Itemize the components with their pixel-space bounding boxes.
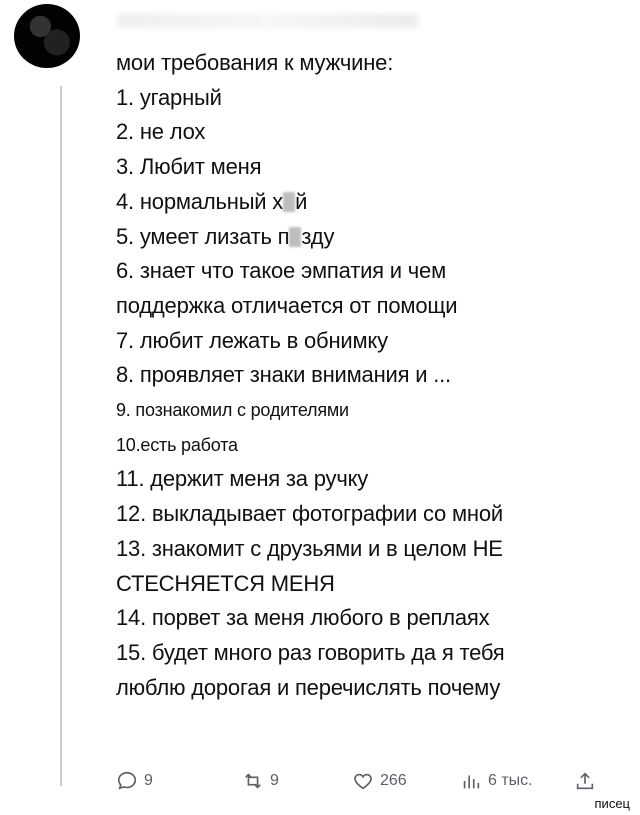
censor-mark (289, 227, 301, 247)
list-item: 13. знакомит с друзьями и в целом НЕ (116, 535, 503, 561)
list-item: СТЕСНЯЕТСЯ МЕНЯ (116, 570, 335, 596)
list-item: 12. выкладывает фотографии со мной (116, 501, 503, 527)
list-item: 7. любит лежать в обнимку (116, 327, 388, 353)
action-bar (116, 766, 616, 800)
list-item: 1. угарный (116, 84, 222, 110)
views-count: 6 тыс. (488, 772, 533, 789)
list-item: 15. будет много раз говорить да я тебя (116, 639, 505, 665)
author-name-blurred (118, 14, 418, 28)
thread-line (60, 86, 62, 786)
watermark: писец (594, 796, 630, 811)
post-text (116, 46, 616, 705)
like-count: 266 (380, 772, 407, 789)
list-item: 3. Любит меня (116, 154, 262, 180)
repost-count: 9 (270, 772, 279, 789)
like-button[interactable] (352, 770, 407, 792)
views-button[interactable] (460, 770, 533, 792)
share-icon (574, 770, 596, 792)
list-item: 11. держит меня за ручку (116, 466, 369, 492)
list-item: 5. умеет лизать п зду (116, 223, 335, 249)
list-item: 6. знает что такое эмпатия и чем (116, 258, 447, 284)
list-item: 10.есть работа (116, 434, 238, 455)
repost-button[interactable] (242, 770, 279, 792)
list-item: 9. познакомил с родителями (116, 400, 349, 421)
views-icon (460, 770, 482, 792)
reply-count: 9 (144, 772, 153, 789)
share-button[interactable] (574, 770, 596, 792)
repost-icon (242, 770, 264, 792)
list-item: 4. нормальный х й (116, 188, 308, 214)
avatar[interactable] (14, 4, 80, 68)
reply-icon (116, 770, 138, 792)
censor-mark (283, 192, 295, 212)
list-item: люблю дорогая и перечислять почему (116, 674, 501, 700)
list-item: поддержка отличается от помощи (116, 292, 458, 318)
list-item: 8. проявляет знаки внимания и ... (116, 362, 451, 388)
post-header: мои требования к мужчине: (116, 50, 394, 75)
list-item: 14. порвет за меня любого в реплаях (116, 605, 490, 631)
like-icon (352, 770, 374, 792)
list-item: 2. не лох (116, 119, 206, 145)
reply-button[interactable] (116, 770, 153, 792)
